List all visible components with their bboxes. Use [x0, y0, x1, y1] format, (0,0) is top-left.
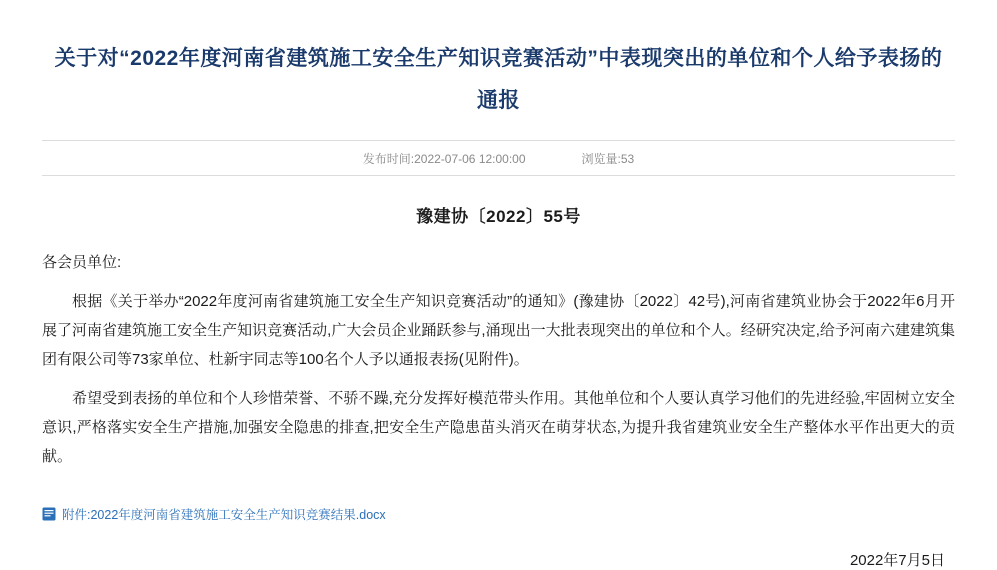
- document-number: 豫建协〔2022〕55号: [416, 207, 581, 226]
- view-count: 浏览量:53: [581, 151, 635, 166]
- body-paragraph-1: 根据《关于举办“2022年度河南省建筑施工安全生产知识竞赛活动”的通知》(豫建协〔2022〕42号),河南省建筑业协会于2022年6月开展了河南省建筑施工安全生产知识竞赛活动,广大会员企业踊跃参与,涌现出一大批表现突出的单位和个人。经研究决定,给予河南六建建筑集团有限公司等73家单位、杜新宇同志等100名个人予以通报表扬(见附件)。: [42, 293, 955, 368]
- body-paragraph-2: 希望受到表扬的单位和个人珍惜荣誉、不骄不躁,充分发挥好模范带头作用。其他单位和个人要认真学习他们的先进经验,牢固树立安全意识,严格落实安全生产措施,加强安全隐患的排查,把安全生产隐患苗头消灭在萌芽状态,为提升我省建筑业安全生产整体水平作出更大的贡献。: [42, 390, 955, 465]
- attachment-link[interactable]: 附件:2022年度河南省建筑施工安全生产知识竞赛结果.docx: [62, 508, 386, 522]
- document-meta: [42, 140, 955, 176]
- publish-time: 发布时间:2022-07-06 12:00:00: [362, 151, 526, 166]
- sign-date: 2022年7月5日: [849, 552, 945, 569]
- attachment-row[interactable]: [42, 505, 955, 523]
- page-title: 关于对“2022年度河南省建筑施工安全生产知识竞赛活动”中表现突出的单位和个人给予表扬的通报: [54, 47, 943, 112]
- word-document-icon: [42, 507, 56, 521]
- salutation: 各会员单位:: [42, 254, 122, 271]
